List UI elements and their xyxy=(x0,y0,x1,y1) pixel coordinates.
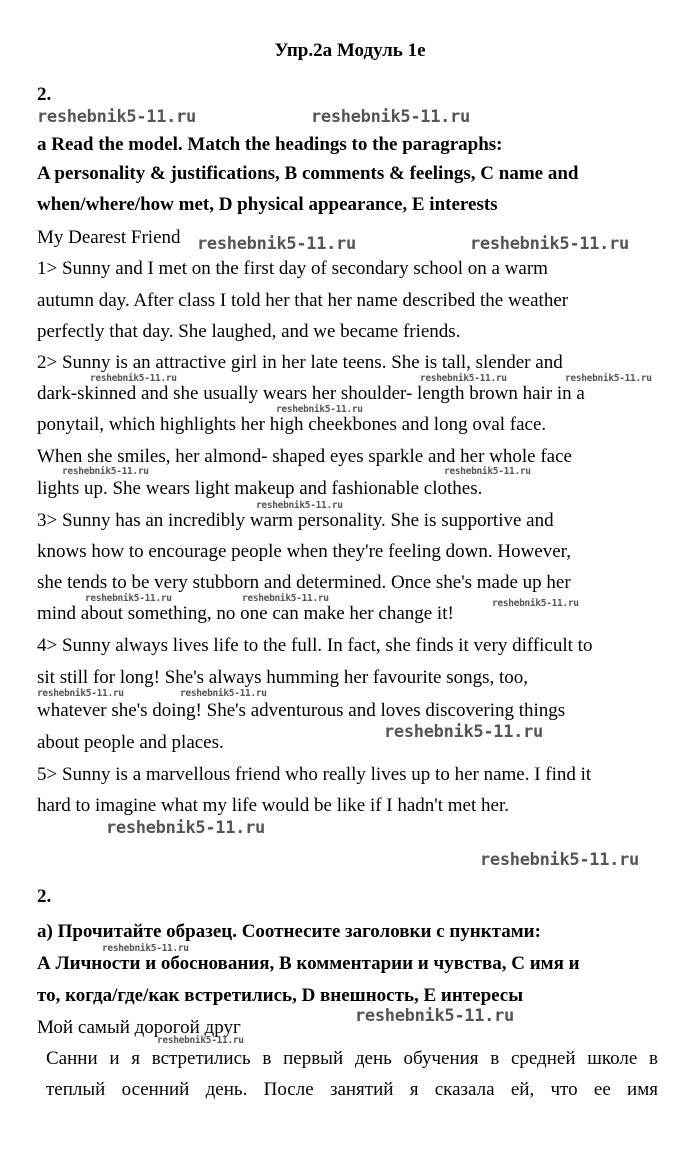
watermark: reshebnik5-11.ru xyxy=(384,722,543,742)
text-line-ru: теплый осенний день. После занятий я сказала ей, что ее имя xyxy=(46,1079,658,1100)
text-line: mind about something, no one can make her change it! xyxy=(37,603,454,624)
watermark: reshebnik5-11.ru xyxy=(197,234,356,254)
watermark: reshebnik5-11.ru xyxy=(180,688,267,699)
watermark: reshebnik5-11.ru xyxy=(102,943,189,954)
watermark: reshebnik5-11.ru xyxy=(565,373,652,384)
watermark: reshebnik5-11.ru xyxy=(90,373,177,384)
watermark: reshebnik5-11.ru xyxy=(37,688,124,699)
headings-line-ru: А Личности и обоснования, В комментарии и чувства, С имя и xyxy=(37,953,580,974)
text-line: sit still for long! She's always humming her favourite songs, too, xyxy=(37,667,529,688)
watermark: reshebnik5-11.ru xyxy=(85,593,172,604)
watermark: reshebnik5-11.ru xyxy=(492,598,579,609)
watermark: reshebnik5-11.ru xyxy=(62,466,149,477)
watermark: reshebnik5-11.ru xyxy=(480,850,639,870)
watermark: reshebnik5-11.ru xyxy=(444,466,531,477)
exercise-instruction: a Read the model. Match the headings to the paragraphs: xyxy=(37,134,503,155)
watermark: reshebnik5-11.ru xyxy=(276,404,363,415)
watermark: reshebnik5-11.ru xyxy=(157,1035,244,1046)
text-line: knows how to encourage people when they're feeling down. However, xyxy=(37,541,571,562)
text-line: ponytail, which highlights her high cheekbones and long oval face. xyxy=(37,414,547,435)
text-line: 3> Sunny has an incredibly warm personality. She is supportive and xyxy=(37,510,554,531)
text-line: 5> Sunny is a marvellous friend who really lives up to her name. I find it xyxy=(37,764,592,785)
text-line: When she smiles, her almond- shaped eyes sparkle and her whole face xyxy=(37,446,572,467)
watermark: reshebnik5-11.ru xyxy=(37,107,196,127)
watermark: reshebnik5-11.ru xyxy=(242,593,329,604)
text-line: whatever she's doing! She's adventurous and loves discovering things xyxy=(37,700,566,721)
text-line: lights up. She wears light makeup and fashionable clothes. xyxy=(37,478,483,499)
page-title: Упр.2а Модуль 1е xyxy=(274,40,426,61)
text-line: 2> Sunny is an attractive girl in her late teens. She is tall, slender and xyxy=(37,352,563,373)
watermark: reshebnik5-11.ru xyxy=(106,818,265,838)
watermark: reshebnik5-11.ru xyxy=(256,500,343,511)
watermark: reshebnik5-11.ru xyxy=(311,107,470,127)
headings-line: when/where/how met, D physical appearance, E interests xyxy=(37,194,498,215)
text-line: she tends to be very stubborn and determined. Once she's made up her xyxy=(37,572,571,593)
headings-line: A personality & justifications, B comments & feelings, C name and xyxy=(37,163,579,184)
exercise-number: 2. xyxy=(37,84,52,105)
headings-line-ru: то, когда/где/как встретились, D внешность, Е интересы xyxy=(37,985,524,1006)
text-line: autumn day. After class I told her that her name described the weather xyxy=(37,290,569,311)
text-line: hard to imagine what my life would be like if I hadn't met her. xyxy=(37,795,509,816)
watermark: reshebnik5-11.ru xyxy=(420,373,507,384)
text-line: 4> Sunny always lives life to the full. In fact, she finds it very difficult to xyxy=(37,635,593,656)
text-title-ru: Мой самый дорогой друг xyxy=(37,1017,241,1038)
watermark: reshebnik5-11.ru xyxy=(470,234,629,254)
text-line: dark-skinned and she usually wears her shoulder- length brown hair in a xyxy=(37,383,585,404)
text-line: perfectly that day. She laughed, and we became friends. xyxy=(37,321,461,342)
text-line: 1> Sunny and I met on the first day of secondary school on a warm xyxy=(37,258,548,279)
text-title: My Dearest Friend xyxy=(37,227,181,248)
exercise-instruction-ru: а) Прочитайте образец. Соотнесите заголовки с пунктами: xyxy=(37,921,541,942)
exercise-number-ru: 2. xyxy=(37,886,52,907)
watermark: reshebnik5-11.ru xyxy=(355,1006,514,1026)
text-line-ru: Санни и я встретились в первый день обучения в средней школе в xyxy=(46,1048,658,1069)
text-line: about people and places. xyxy=(37,732,224,753)
